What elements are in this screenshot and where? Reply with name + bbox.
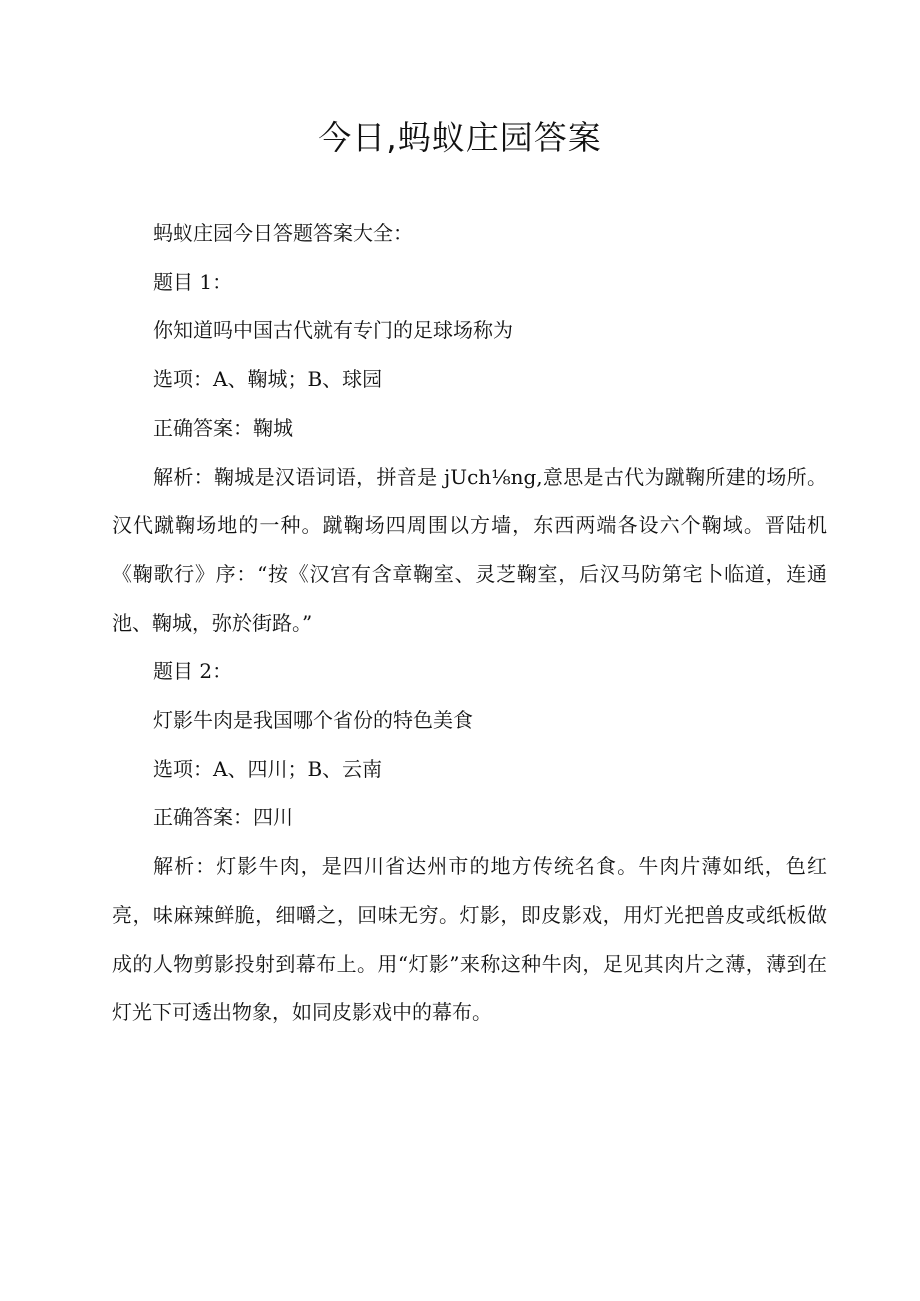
question-2-options: 选项：A、四川；B、云南 (153, 756, 383, 781)
question-2-label: 题目 2： (153, 659, 233, 684)
intro-line: 蚂蚁庄园今日答题答案大全： (153, 221, 413, 245)
document-body (112, 209, 827, 1037)
question-1-text: 你知道吗中国古代就有专门的足球场称为 (153, 318, 513, 343)
question-1-label: 题目 1： (153, 269, 233, 294)
question-2-text: 灯影牛肉是我国哪个省份的特色美食 (153, 708, 473, 733)
question-1-options: 选项：A、鞠城；B、球园 (153, 367, 383, 392)
question-1-analysis: 解析：鞠城是汉语词语，拼音是 jUch⅛ng,意思是古代为蹴鞠所建的场所。汉代蹴鞠场地的一种。蹴鞠场四周围以方墙，东西两端各设六个鞠域。晋陆机《鞠歌行》序：“按《汉宫有含章鞠室、灵芝鞠室，后汉马防第宅卜临道，连通池、鞠城，弥於街路。” (112, 464, 827, 635)
question-2-answer: 正确答案：四川 (153, 805, 293, 830)
question-2-analysis: 解析：灯影牛肉，是四川省达州市的地方传统名食。牛肉片薄如纸，色红亮，味麻辣鲜脆，细嚼之，回味无穷。灯影，即皮影戏，用灯光把兽皮或纸板做成的人物剪影投射到幕布上。用“灯影”来称这种牛肉，足见其肉片之薄，薄到在灯光下可透出物象，如同皮影戏中的幕布。 (112, 854, 827, 1025)
page-title: 今日,蚂蚁庄园答案 (318, 118, 602, 157)
question-1-answer: 正确答案：鞠城 (153, 415, 293, 440)
